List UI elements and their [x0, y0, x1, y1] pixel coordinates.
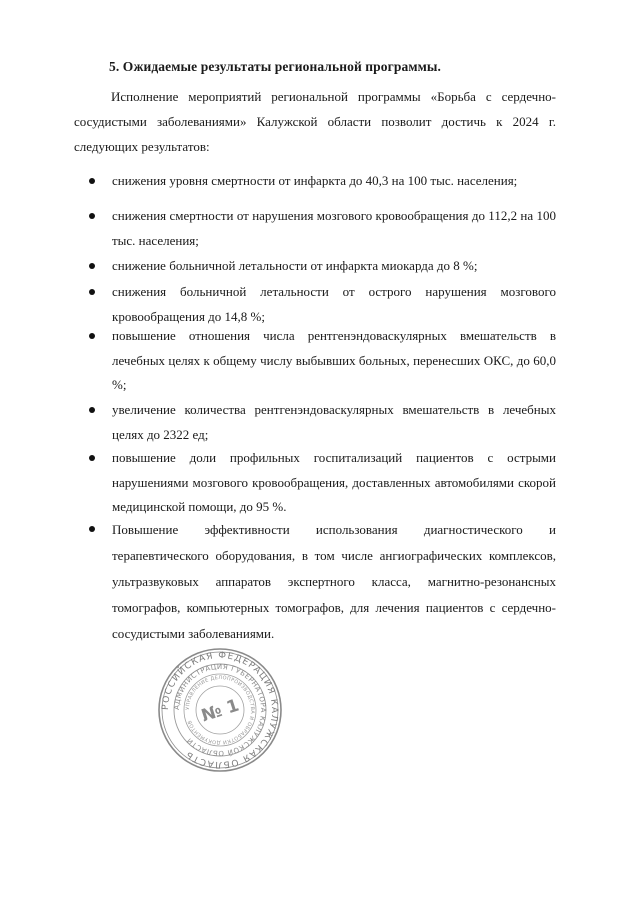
official-seal	[156, 646, 284, 774]
svg-text:УПРАВЛЕНИЕ ДЕЛОПРОИЗВОДСТВА И: УПРАВЛЕНИЕ ДЕЛОПРОИЗВОДСТВА И ОБРАБОТКИ ДОКУМЕНТОВ	[184, 674, 256, 746]
section-heading: 5. Ожидаемые результаты региональной программы.	[109, 59, 442, 74]
bullet-icon	[89, 178, 95, 184]
list-item-text: снижения уровня смертности от инфаркта до 40,3 на 100 тыс. населения;	[112, 173, 518, 188]
list-item-text: повышение доли профильных госпитализаций пациентов с острыми нарушениями мозгового кровообращения, доставленных автомобилями скорой медицинской помощи, до 95 %.	[112, 450, 556, 514]
list-item-text: снижения больничной летальности от острого нарушения мозгового кровообращения до 14,8 %;	[112, 284, 556, 324]
list-item-text: повышение отношения числа рентгенэндоваскулярных вмешательств в лечебных целях к общему числу выбывших больных, перенесших ОКС, до 60,0 %;	[112, 328, 556, 392]
bullet-icon	[89, 289, 95, 295]
seal-number: № 1	[199, 695, 242, 727]
intro-paragraph: Исполнение мероприятий региональной программы «Борьба с сердечно-сосудистыми заболеваниями» Калужской области позволит достичь к 2024 г. следующих результатов:	[74, 89, 556, 154]
bullet-icon	[89, 407, 95, 413]
bullet-icon	[89, 213, 95, 219]
bullet-icon	[89, 526, 95, 532]
list-item-text: увеличение количества рентгенэндоваскулярных вмешательств в лечебных целях до 2322 ед;	[112, 402, 556, 442]
list-item-text: снижения смертности от нарушения мозгового кровообращения до 112,2 на 100 тыс. населения;	[112, 208, 556, 248]
list-item-text: Повышение эффективности использования диагностического и терапевтического оборудования, в том числе ангиографических комплексов, ультразвуковых аппаратов экспертного класса, магнитно-резонансных томографов, компьютерных томографов, для лечения пациентов с сердечно-сосудистыми заболеваниями.	[112, 522, 556, 641]
svg-text:РОССИЙСКАЯ ФЕДЕРАЦИЯ КАЛУЖСКАЯ: РОССИЙСКАЯ ФЕДЕРАЦИЯ КАЛУЖСКАЯ ОБЛАСТЬ	[160, 650, 280, 770]
list-item-text: снижение больничной летальности от инфаркта миокарда до 8 %;	[112, 258, 478, 273]
svg-text:АДМИНИСТРАЦИЯ ГУБЕРНАТОРА КАЛУ: АДМИНИСТРАЦИЯ ГУБЕРНАТОРА КАЛУЖСКОЙ ОБЛАСТИ	[172, 662, 268, 758]
bullet-icon	[89, 455, 95, 461]
bullet-icon	[89, 263, 95, 269]
bullet-icon	[89, 333, 95, 339]
